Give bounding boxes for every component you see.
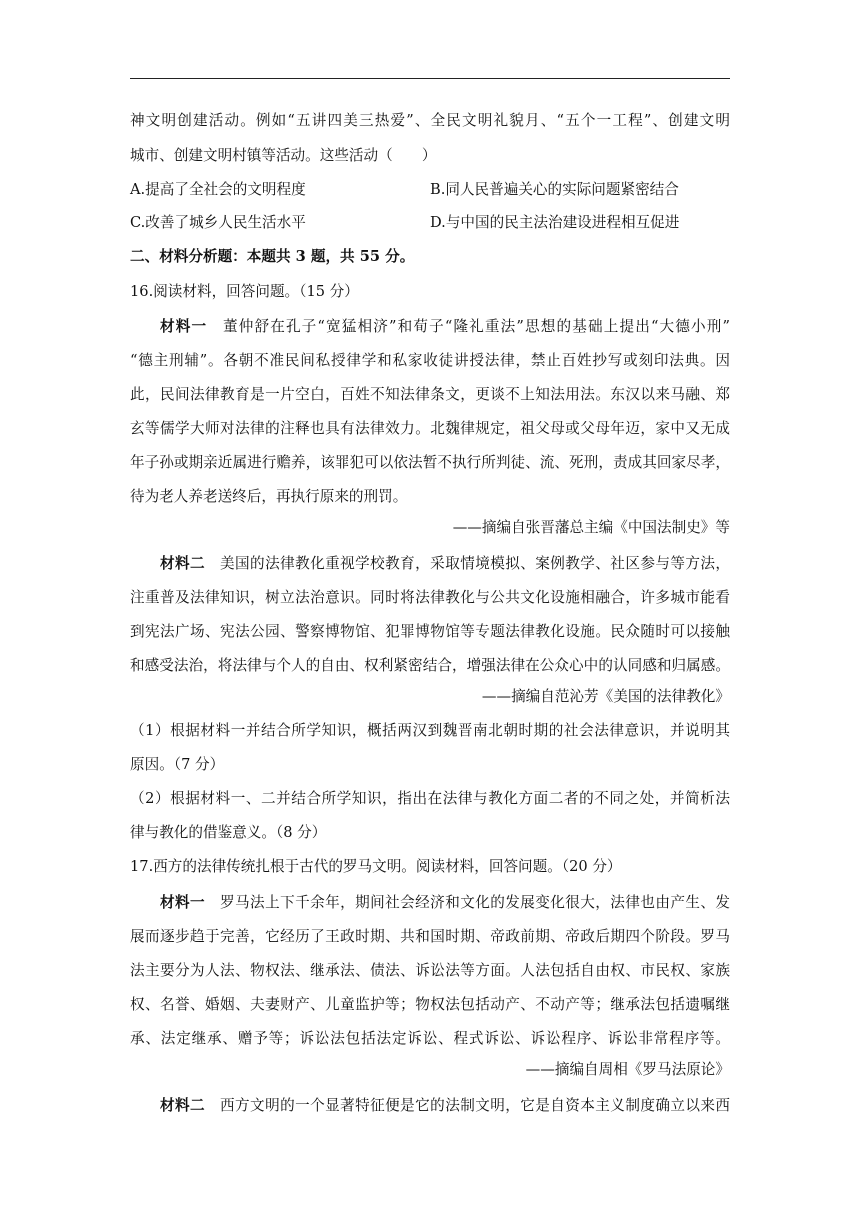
q16-material-2-line: 到宪法广场、宪法公园、警察博物馆、犯罪博物馆等专题法律教化设施。民众随时可以接触 <box>130 623 730 640</box>
question-16-stem: 16.阅读材料，回答问题。（15 分） <box>130 283 359 300</box>
q17-material-1-line: 权、名誉、婚姻、夫妻财产、儿童监护等；物权法包括动产、不动产等；继承法包括遗嘱继 <box>130 996 730 1013</box>
q16-material-2-label: 材料二 <box>160 555 206 572</box>
q16-material-2-line: 注重普及法律知识，树立法治意识。同时将法律教化与公共文化设施相融合，许多城市能看 <box>130 589 730 606</box>
option-c: C.改善了城乡人民生活水平 <box>130 214 306 231</box>
q16-subquestion-2: （2）根据材料一、二并结合所学知识，指出在法律与教化方面二者的不同之处，并简析法 <box>130 790 730 807</box>
q16-material-2-line: 材料二 美国的法律教化重视学校教育，采取情境模拟、案例教学、社区参与等方法， <box>160 555 730 572</box>
option-a: A.提高了全社会的文明程度 <box>130 181 306 198</box>
q16-material-2-source: ——摘编自范沁芳《美国的法律教化》 <box>481 688 730 705</box>
q16-material-1-line: “德主刑辅”。各朝不准民间私授律学和私家收徒讲授法律，禁止百姓抄写或刻印法典。因 <box>130 352 730 369</box>
q16-material-1-line: 此，民间法律教育是一片空白，百姓不知法律条文，更谈不上知法用法。东汉以来马融、郑 <box>130 386 730 403</box>
q17-material-1-label: 材料一 <box>160 894 206 911</box>
intro-line: 城市、创建文明村镇等活动。这些活动（ ） <box>130 147 437 164</box>
q17-material-1-source: ——摘编自周相《罗马法原论》 <box>525 1061 730 1078</box>
q17-material-1-line: 展而逐步趋于完善，它经历了王政时期、共和国时期、帝政前期、帝政后期四个阶段。罗马 <box>130 928 730 945</box>
q16-material-1-line: 年子孙或期亲近属进行赡养，该罪犯可以依法暂不执行所判徒、流、死刑，责成其回家尽孝， <box>130 454 730 471</box>
q17-material-1-line: 承、法定继承、赠予等；诉讼法包括法定诉讼、程式诉讼、诉讼程序、诉讼非常程序等。 <box>130 1030 730 1047</box>
option-d: D.与中国的民主法治建设进程相互促进 <box>430 214 680 231</box>
q16-material-1-line: 玄等儒学大师对法律的注释也具有法律效力。北魏律规定，祖父母或父母年迈，家中又无成 <box>130 420 730 437</box>
q16-material-1-source: ——摘编自张晋藩总主编《中国法制史》等 <box>452 519 730 536</box>
q16-material-1-line: 材料一 董仲舒在孔子“宽猛相济”和荀子“隆礼重法”思想的基础上提出“大德小刑” <box>160 318 730 335</box>
q16-material-2-line: 和感受法治，将法律与个人的自由、权利紧密结合，增强法律在公众心中的认同感和归属感。 <box>130 657 730 674</box>
header-rule <box>130 78 730 79</box>
section-heading: 二、材料分析题：本题共 3 题，共 55 分。 <box>130 248 415 265</box>
q17-material-2-line: 材料二 西方文明的一个显著特征便是它的法制文明，它是自资本主义制度确立以来西 <box>160 1097 730 1114</box>
option-b: B.同人民普遍关心的实际问题紧密结合 <box>430 181 679 198</box>
q16-subquestion-1: （1）根据材料一并结合所学知识，概括两汉到魏晋南北朝时期的社会法律意识，并说明其 <box>130 722 730 739</box>
q17-material-1-line: 法主要分为人法、物权法、继承法、债法、诉讼法等方面。人法包括自由权、市民权、家族 <box>130 962 730 979</box>
q16-subquestion-2: 律与教化的借鉴意义。（8 分） <box>130 824 327 841</box>
q16-material-1-line: 待为老人养老送终后，再执行原来的刑罚。 <box>130 488 408 505</box>
q16-subquestion-1: 原因。（7 分） <box>130 756 225 773</box>
question-17-stem: 17.西方的法律传统扎根于古代的罗马文明。阅读材料，回答问题。（20 分） <box>130 858 622 875</box>
q17-material-2-label: 材料二 <box>160 1097 206 1114</box>
intro-line: 神文明创建活动。例如“五讲四美三热爱”、全民文明礼貌月、“五个一工程”、创建文明 <box>130 112 730 129</box>
q17-material-1-line: 材料一 罗马法上下千余年，期间社会经济和文化的发展变化很大，法律也由产生、发 <box>160 894 730 911</box>
q16-material-1-label: 材料一 <box>160 318 208 335</box>
